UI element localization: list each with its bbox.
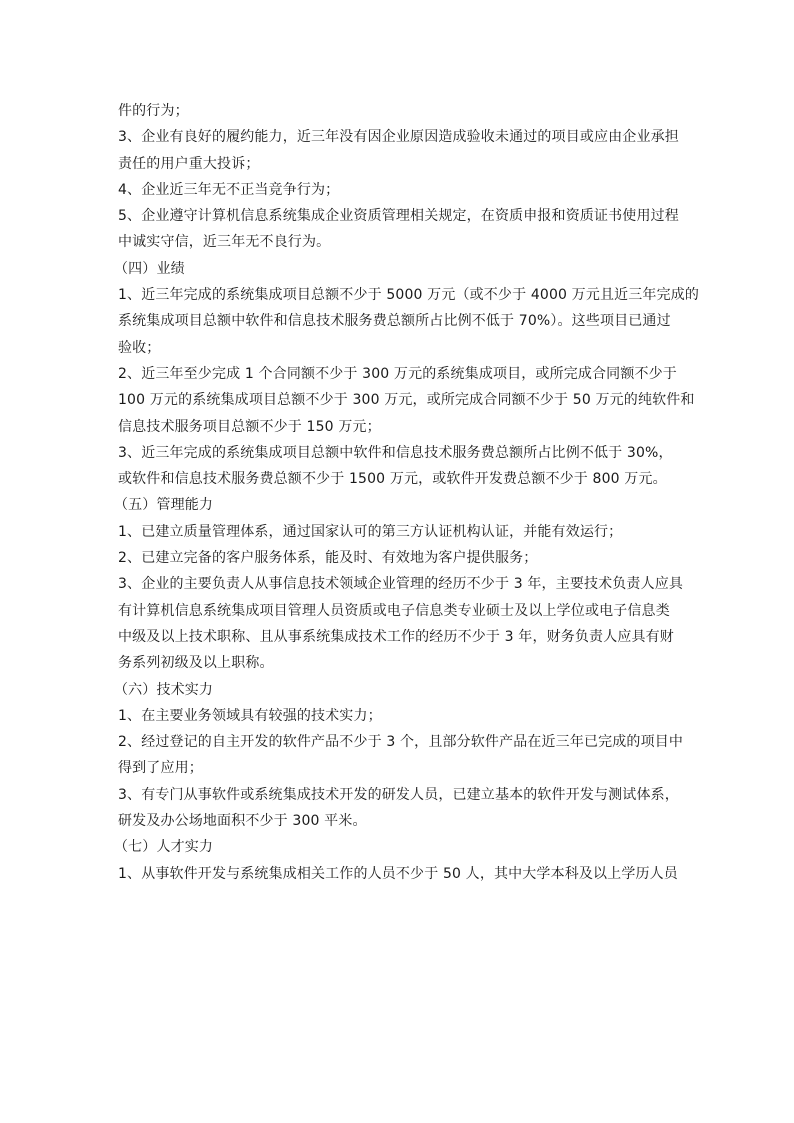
text-line: 2、近三年至少完成 1 个合同额不少于 300 万元的系统集成项目，或所完成合同额不少于 — [118, 365, 677, 382]
text-line: 中诚实守信，近三年无不良行为。 — [118, 234, 331, 251]
section-heading-technical: （六）技术实力 — [114, 681, 214, 698]
text-line: 2、经过登记的自主开发的软件产品不少于 3 个，且部分软件产品在近三年已完成的项目中 — [118, 734, 684, 751]
text-line: 得到了应用； — [118, 760, 203, 777]
text-line: 1、从事软件开发与系统集成相关工作的人员不少于 50 人，其中大学本科及以上学历人员 — [118, 865, 678, 882]
text-line: 2、已建立完备的客户服务体系，能及时、有效地为客户提供服务； — [118, 550, 538, 567]
text-line: 3、有专门从事软件或系统集成技术开发的研发人员，已建立基本的软件开发与测试体系， — [118, 786, 679, 803]
section-heading-management: （五）管理能力 — [114, 497, 214, 514]
text-line: 1、在主要业务领域具有较强的技术实力； — [118, 707, 382, 724]
text-line: 5、企业遵守计算机信息系统集成企业资质管理相关规定，在资质申报和资质证书使用过程 — [118, 208, 679, 225]
text-line: 验收； — [118, 339, 161, 356]
text-line: 责任的用户重大投诉； — [118, 155, 260, 172]
text-line: 务系列初级及以上职称。 — [118, 655, 274, 672]
text-line: 3、近三年完成的系统集成项目总额中软件和信息技术服务费总额所占比例不低于 30%， — [118, 444, 673, 461]
section-heading-performance: （四）业绩 — [114, 260, 185, 277]
text-line: 4、企业近三年无不正当竞争行为； — [118, 181, 340, 198]
text-line: 有计算机信息系统集成项目管理人员资质或电子信息类专业硕士及以上学位或电子信息类 — [118, 602, 670, 619]
text-line: 1、近三年完成的系统集成项目总额不少于 5000 万元（或不少于 4000 万元且近三年完成的 — [118, 287, 700, 304]
document-body — [114, 98, 700, 887]
text-line: 件的行为； — [118, 103, 189, 119]
section-heading-talent: （七）人才实力 — [114, 839, 214, 856]
text-line: 中级及以上技术职称、且从事系统集成技术工作的经历不少于 3 年，财务负责人应具有财 — [118, 628, 674, 645]
text-line: 研发及办公场地面积不少于 300 平米。 — [118, 813, 367, 830]
text-line: 信息技术服务项目总额不少于 150 万元； — [118, 418, 381, 435]
text-line: 或软件和信息技术服务费总额不少于 1500 万元，或软件开发费总额不少于 800 万元。 — [118, 471, 667, 488]
text-line: 1、已建立质量管理体系，通过国家认可的第三方认证机构认证，并能有效运行； — [118, 523, 623, 540]
text-line: 3、企业有良好的履约能力，近三年没有因企业原因造成验收未通过的项目或应由企业承担 — [118, 129, 679, 146]
text-line: 100 万元的系统集成项目总额不少于 300 万元，或所完成合同额不少于 50 万元的纯软件和 — [118, 392, 695, 409]
text-line: 系统集成项目总额中软件和信息技术服务费总额所占比例不低于 70%）。这些项目已通过 — [118, 313, 671, 330]
text-line: 3、企业的主要负责人从事信息技术领域企业管理的经历不少于 3 年，主要技术负责人应具 — [118, 576, 684, 593]
